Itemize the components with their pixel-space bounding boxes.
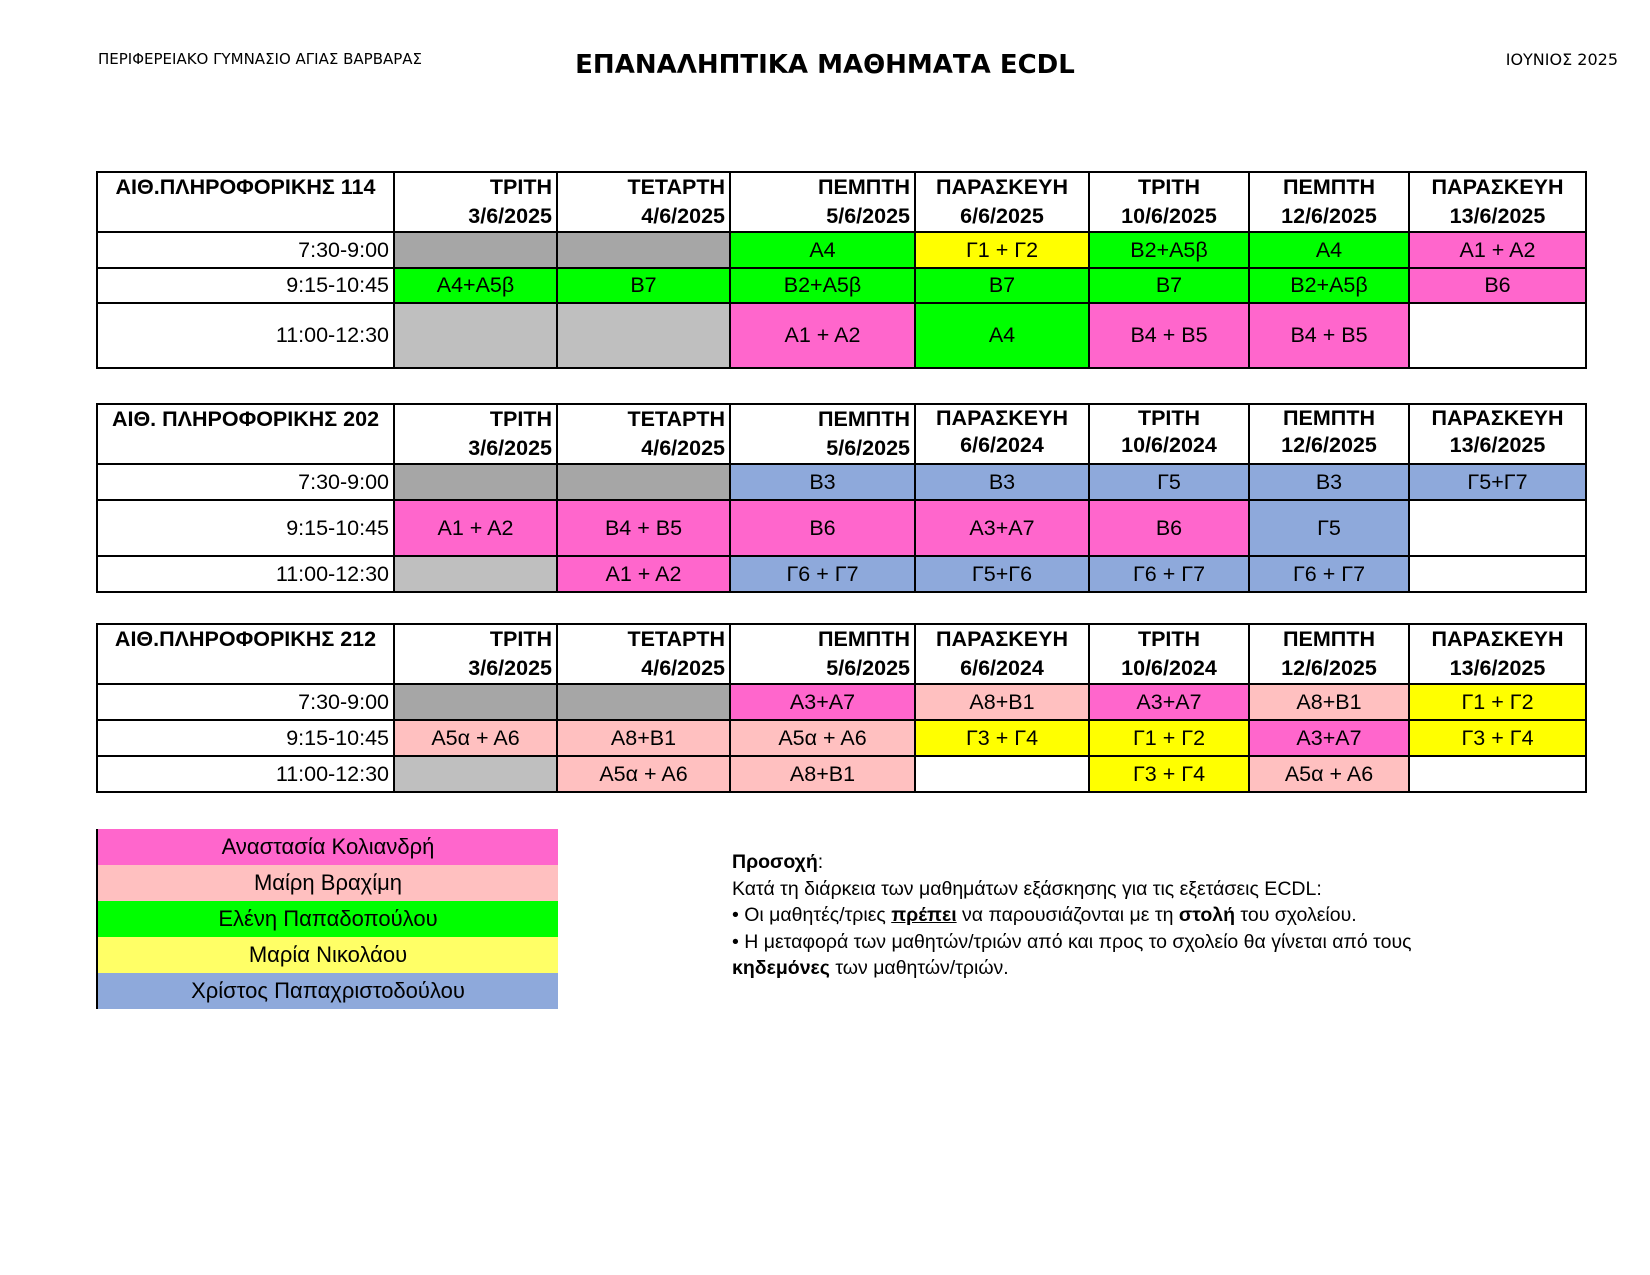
day-header: ΤΡΙΤΗ 3/6/2025	[394, 172, 557, 232]
lesson-cell: Α1 + Α2	[730, 303, 915, 368]
table-header-row	[97, 172, 1586, 232]
lesson-cell: Α4	[730, 232, 915, 268]
lesson-cell: Β4 + Β5	[557, 500, 730, 556]
note-must: πρέπει	[891, 904, 957, 926]
day-header: ΤΡΙΤΗ 10/6/2024	[1089, 624, 1249, 684]
lesson-cell	[394, 464, 557, 500]
lesson-cell: Β6	[730, 500, 915, 556]
lesson-cell: Α4	[915, 303, 1089, 368]
lesson-cell: Β3	[730, 464, 915, 500]
table-row	[97, 720, 1586, 756]
day-header: ΠΕΜΠΤΗ 5/6/2025	[730, 404, 915, 464]
schedule-table-room-114	[96, 171, 1587, 369]
teacher-legend	[96, 829, 558, 1009]
lesson-cell	[394, 756, 557, 792]
lesson-cell: Α5α + Α6	[394, 720, 557, 756]
lesson-cell: Β2+Α5β	[1249, 268, 1409, 303]
legend-item: Μαρία Νικολάου	[98, 937, 558, 973]
table-row	[97, 268, 1586, 303]
lesson-cell: Α1 + Α2	[394, 500, 557, 556]
day-header: ΠΑΡΑΣΚΕΥΗ 6/6/2024	[915, 404, 1089, 464]
lesson-cell: Α5α + Α6	[557, 756, 730, 792]
lesson-cell: Β7	[915, 268, 1089, 303]
lesson-cell: Γ3 + Γ4	[915, 720, 1089, 756]
lesson-cell: Α8+Β1	[557, 720, 730, 756]
legend-item: Αναστασία Κολιανδρή	[98, 829, 558, 865]
note-bullet-uniform: • Οι μαθητές/τριες πρέπει να παρουσιάζονται με τη στολή του σχολείου.	[732, 904, 1357, 926]
table-row	[97, 232, 1586, 268]
day-header: ΠΑΡΑΣΚΕΥΗ 13/6/2025	[1409, 172, 1586, 232]
schedule-table-room-212	[96, 623, 1587, 793]
lesson-cell: Α4	[1249, 232, 1409, 268]
time-slot: 7:30-9:00	[97, 684, 394, 720]
day-header: ΠΑΡΑΣΚΕΥΗ 13/6/2025	[1409, 404, 1586, 464]
lesson-cell: Α8+Β1	[915, 684, 1089, 720]
school-name: ΠΕΡΙΦΕΡΕΙΑΚΟ ΓΥΜΝΑΣΙΟ ΑΓΙΑΣ ΒΑΡΒΑΡΑΣ	[98, 50, 423, 68]
lesson-cell	[394, 303, 557, 368]
lesson-cell: Γ3 + Γ4	[1409, 720, 1586, 756]
day-header: ΠΕΜΠΤΗ 5/6/2025	[730, 624, 915, 684]
lesson-cell: Β2+Α5β	[730, 268, 915, 303]
lesson-cell: Α8+Β1	[1249, 684, 1409, 720]
day-header: ΠΕΜΠΤΗ 12/6/2025	[1249, 404, 1409, 464]
lesson-cell: Γ6 + Γ7	[730, 556, 915, 592]
table-row	[97, 556, 1586, 592]
lesson-cell: Β2+Α5β	[1089, 232, 1249, 268]
room-label: ΑΙΘ.ΠΛΗΡΟΦΟΡΙΚΗΣ 212	[97, 624, 394, 684]
lesson-cell: Α1 + Α2	[557, 556, 730, 592]
note-guardians: κηδεμόνες	[732, 957, 830, 979]
lesson-cell	[394, 232, 557, 268]
lesson-cell: Γ5+Γ6	[915, 556, 1089, 592]
lesson-cell: Γ5+Γ7	[1409, 464, 1586, 500]
table-row	[97, 464, 1586, 500]
lesson-cell: Β3	[915, 464, 1089, 500]
day-header: ΤΡΙΤΗ 10/6/2024	[1089, 404, 1249, 464]
room-label: ΑΙΘ.ΠΛΗΡΟΦΟΡΙΚΗΣ 114	[97, 172, 394, 232]
lesson-cell: Γ5	[1089, 464, 1249, 500]
lesson-cell	[394, 556, 557, 592]
day-header: ΤΕΤΑΡΤΗ 4/6/2025	[557, 404, 730, 464]
legend-item: Χρίστος Παπαχριστοδούλου	[98, 973, 558, 1009]
table-header-row	[97, 404, 1586, 464]
day-header: ΠΕΜΠΤΗ 12/6/2025	[1249, 624, 1409, 684]
lesson-cell	[1409, 303, 1586, 368]
lesson-cell: Α3+Α7	[1089, 684, 1249, 720]
time-slot: 11:00-12:30	[97, 303, 394, 368]
lesson-cell: Β6	[1409, 268, 1586, 303]
time-slot: 9:15-10:45	[97, 268, 394, 303]
table-header-row	[97, 624, 1586, 684]
day-header: ΤΡΙΤΗ 3/6/2025	[394, 404, 557, 464]
time-slot: 11:00-12:30	[97, 556, 394, 592]
lesson-cell: Γ3 + Γ4	[1089, 756, 1249, 792]
day-header: ΤΕΤΑΡΤΗ 4/6/2025	[557, 624, 730, 684]
lesson-cell: Β4 + Β5	[1249, 303, 1409, 368]
time-slot: 9:15-10:45	[97, 720, 394, 756]
lesson-cell: Α3+Α7	[730, 684, 915, 720]
header-date: ΙΟΥΝΙΟΣ 2025	[1505, 50, 1618, 69]
lesson-cell: Γ6 + Γ7	[1249, 556, 1409, 592]
lesson-cell	[1409, 500, 1586, 556]
day-header: ΠΕΜΠΤΗ 12/6/2025	[1249, 172, 1409, 232]
day-header: ΤΡΙΤΗ 3/6/2025	[394, 624, 557, 684]
schedule-table-room-202	[96, 403, 1587, 593]
time-slot: 7:30-9:00	[97, 232, 394, 268]
time-slot: 7:30-9:00	[97, 464, 394, 500]
lesson-cell: Γ1 + Γ2	[1409, 684, 1586, 720]
note-uniform: στολή	[1178, 904, 1235, 926]
attention-note	[732, 849, 1432, 982]
legend-item: Ελένη Παπαδοπούλου	[98, 901, 558, 937]
day-header: ΠΕΜΠΤΗ 5/6/2025	[730, 172, 915, 232]
note-colon: :	[817, 851, 824, 873]
day-header: ΤΡΙΤΗ 10/6/2025	[1089, 172, 1249, 232]
lesson-cell	[557, 303, 730, 368]
table-row	[97, 500, 1586, 556]
table-row	[97, 684, 1586, 720]
lesson-cell: Γ1 + Γ2	[915, 232, 1089, 268]
lesson-cell	[1409, 756, 1586, 792]
lesson-cell: Α4+Α5β	[394, 268, 557, 303]
lesson-cell: Α3+Α7	[915, 500, 1089, 556]
lesson-cell: Α5α + Α6	[730, 720, 915, 756]
page-title: ΕΠΑΝΑΛΗΠΤΙΚΑ ΜΑΘΗΜΑΤΑ ECDL	[575, 50, 1075, 80]
table-row	[97, 303, 1586, 368]
lesson-cell	[557, 464, 730, 500]
lesson-cell: Γ6 + Γ7	[1089, 556, 1249, 592]
lesson-cell: Α1 + Α2	[1409, 232, 1586, 268]
note-bullet-transport: • Η μεταφορά των μαθητών/τριών από και προς το σχολείο θα γίνεται από τους κηδεμόνες των μαθητών/τριών.	[732, 930, 1412, 979]
lesson-cell: Γ1 + Γ2	[1089, 720, 1249, 756]
time-slot: 9:15-10:45	[97, 500, 394, 556]
note-heading-line	[732, 849, 1432, 876]
day-header: ΠΑΡΑΣΚΕΥΗ 6/6/2025	[915, 172, 1089, 232]
table-row	[97, 756, 1586, 792]
lesson-cell	[915, 756, 1089, 792]
time-slot: 11:00-12:30	[97, 756, 394, 792]
lesson-cell: Β4 + Β5	[1089, 303, 1249, 368]
lesson-cell: Β6	[1089, 500, 1249, 556]
lesson-cell	[557, 232, 730, 268]
day-header: ΠΑΡΑΣΚΕΥΗ 6/6/2024	[915, 624, 1089, 684]
room-label: ΑΙΘ. ΠΛΗΡΟΦΟΡΙΚΗΣ 202	[97, 404, 394, 464]
lesson-cell: Β3	[1249, 464, 1409, 500]
lesson-cell: Α8+Β1	[730, 756, 915, 792]
lesson-cell: Β7	[1089, 268, 1249, 303]
note-intro: Κατά τη διάρκεια των μαθημάτων εξάσκησης για τις εξετάσεις ECDL:	[732, 877, 1322, 900]
legend-item: Μαίρη Βραχίμη	[98, 865, 558, 901]
lesson-cell	[557, 684, 730, 720]
note-heading: Προσοχή	[732, 851, 818, 873]
day-header: ΠΑΡΑΣΚΕΥΗ 13/6/2025	[1409, 624, 1586, 684]
day-header: ΤΕΤΑΡΤΗ 4/6/2025	[557, 172, 730, 232]
lesson-cell: Α3+Α7	[1249, 720, 1409, 756]
lesson-cell: Β7	[557, 268, 730, 303]
lesson-cell: Γ5	[1249, 500, 1409, 556]
lesson-cell	[1409, 556, 1586, 592]
lesson-cell: Α5α + Α6	[1249, 756, 1409, 792]
lesson-cell	[394, 684, 557, 720]
